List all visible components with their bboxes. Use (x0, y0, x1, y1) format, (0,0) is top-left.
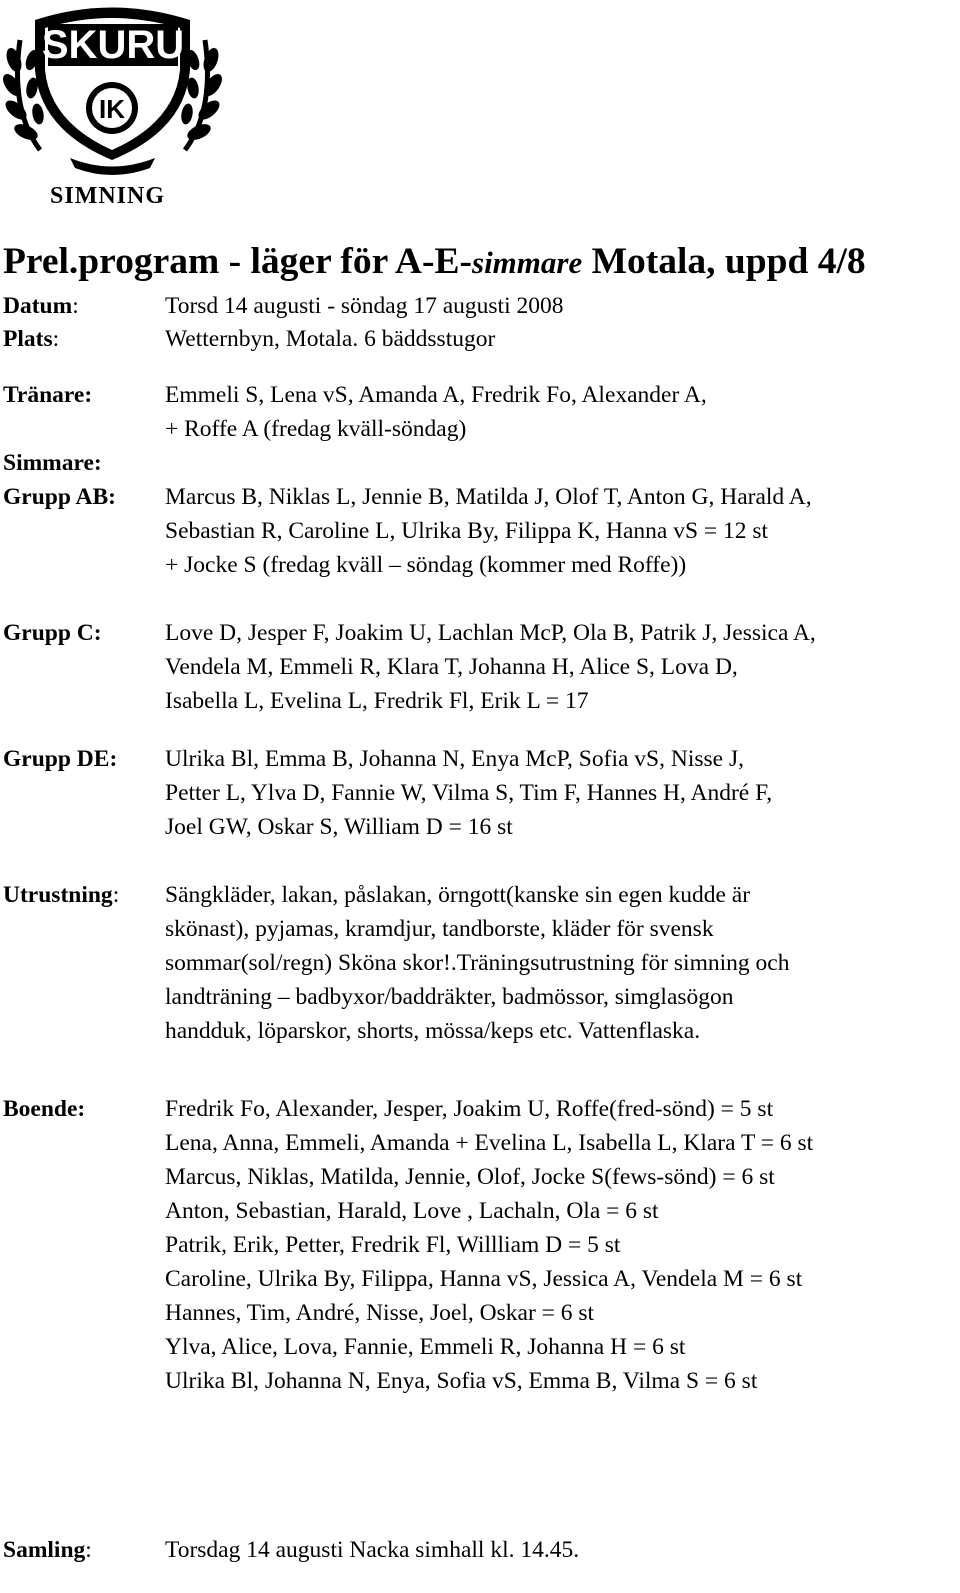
title-part-1: Prel.program - läger för A-E- (3, 241, 472, 282)
grupp-ab-line: Marcus B, Niklas L, Jennie B, Matilda J, Olof T, Anton G, Harald A, (165, 484, 812, 510)
grupp-c-label: Grupp C: (3, 620, 102, 646)
grupp-c-line: Vendela M, Emmeli R, Klara T, Johanna H, Alice S, Lova D, (165, 654, 738, 680)
utrustning-line: Sängkläder, lakan, påslakan, örngott(kanske sin egen kudde är (165, 882, 751, 908)
datum-value: Torsd 14 augusti - söndag 17 augusti 2008 (165, 293, 564, 319)
boende-line: Caroline, Ulrika By, Filippa, Hanna vS, Jessica A, Vendela M = 6 st (165, 1266, 803, 1292)
tranare-list (165, 378, 707, 446)
utrustning-line: handduk, löparskor, shorts, mössa/keps etc. Vattenflaska. (165, 1018, 701, 1044)
samling-value: Torsdag 14 augusti Nacka simhall kl. 14.45. (165, 1537, 580, 1563)
grupp-ab-line: Sebastian R, Caroline L, Ulrika By, Filippa K, Hanna vS = 12 st (165, 518, 769, 544)
plats-value: Wetternbyn, Motala. 6 bäddsstugor (165, 326, 496, 352)
samling-label: Samling: (3, 1537, 92, 1563)
grupp-ab-list (165, 480, 812, 582)
boende-list (165, 1092, 813, 1398)
grupp-c-line: Love D, Jesper F, Joakim U, Lachlan McP, Ola B, Patrik J, Jessica A, (165, 620, 816, 646)
club-logo (0, 0, 225, 180)
tranare-label: Tränare: (3, 382, 93, 408)
boende-line: Patrik, Erik, Petter, Fredrik Fl, Willliam D = 5 st (165, 1232, 621, 1258)
skuru-ik-emblem-icon (0, 0, 225, 180)
utrustning-label: Utrustning: (3, 882, 120, 908)
boende-line: Ulrika Bl, Johanna N, Enya, Sofia vS, Emma B, Vilma S = 6 st (165, 1368, 758, 1394)
grupp-c-line: Isabella L, Evelina L, Fredrik Fl, Erik L = 17 (165, 688, 589, 714)
utrustning-line: landträning – badbyxor/baddräkter, badmössor, simglasögon (165, 984, 734, 1010)
page-title (3, 240, 866, 283)
boende-line: Ylva, Alice, Lova, Fannie, Emmeli R, Johanna H = 6 st (165, 1334, 686, 1360)
boende-label: Boende: (3, 1096, 86, 1122)
tranare-line: Emmeli S, Lena vS, Amanda A, Fredrik Fo, Alexander A, (165, 382, 707, 408)
grupp-de-line: Petter L, Ylva D, Fannie W, Vilma S, Tim F, Hannes H, André F, (165, 780, 773, 806)
grupp-c-list (165, 616, 816, 718)
tranare-line: + Roffe A (fredag kväll-söndag) (165, 416, 467, 442)
grupp-de-line: Joel GW, Oskar S, William D = 16 st (165, 814, 513, 840)
utrustning-line: sommar(sol/regn) Sköna skor!.Träningsutrustning för simning och (165, 950, 790, 976)
boende-line: Fredrik Fo, Alexander, Jesper, Joakim U, Roffe(fred-sönd) = 5 st (165, 1096, 774, 1122)
svg-text:IK: IK (99, 94, 125, 124)
simmare-label: Simmare: (3, 450, 102, 476)
boende-line: Anton, Sebastian, Harald, Love , Lachaln, Ola = 6 st (165, 1198, 659, 1224)
datum-label: Datum: (3, 293, 79, 319)
plats-label: Plats: (3, 326, 60, 352)
grupp-ab-line: + Jocke S (fredag kväll – söndag (kommer med Roffe)) (165, 552, 687, 578)
grupp-de-list (165, 742, 772, 844)
title-italic: simmare (472, 245, 583, 280)
boende-line: Lena, Anna, Emmeli, Amanda + Evelina L, Isabella L, Klara T = 6 st (165, 1130, 814, 1156)
boende-line: Hannes, Tim, André, Nisse, Joel, Oskar = 6 st (165, 1300, 595, 1326)
title-part-2: Motala, uppd 4/8 (582, 241, 866, 282)
section-label: SIMNING (50, 183, 166, 209)
boende-line: Marcus, Niklas, Matilda, Jennie, Olof, Jocke S(fews-sönd) = 6 st (165, 1164, 775, 1190)
grupp-ab-label: Grupp AB: (3, 484, 116, 510)
grupp-de-line: Ulrika Bl, Emma B, Johanna N, Enya McP, Sofia vS, Nisse J, (165, 746, 744, 772)
utrustning-line: skönast), pyjamas, kramdjur, tandborste, kläder för svensk (165, 916, 714, 942)
svg-text:SKURU: SKURU (41, 23, 185, 67)
utrustning-list (165, 878, 789, 1048)
grupp-de-label: Grupp DE: (3, 746, 118, 772)
